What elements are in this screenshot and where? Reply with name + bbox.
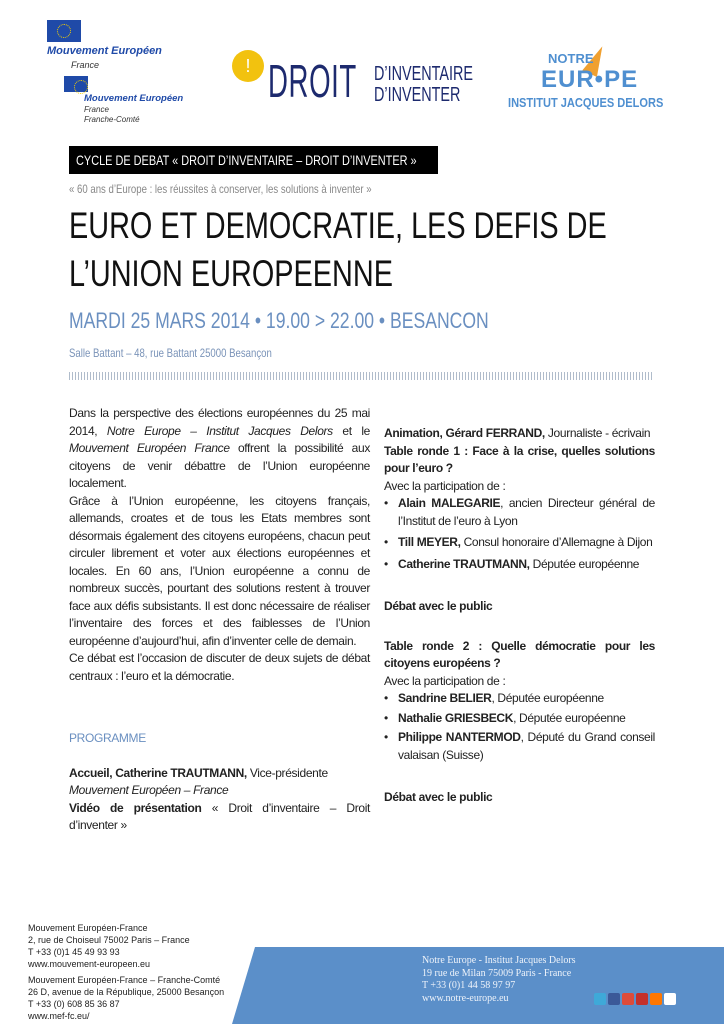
list-item: • Alain MALEGARIE, ancien Directeur général de l’Institut de l’euro à Lyon [384, 495, 655, 530]
event-date: MARDI 25 MARS 2014 • 19.00 > 22.00 • BESANCON [69, 308, 489, 333]
list-item: • Sandrine BELIER, Députée européenne [384, 690, 655, 708]
subtitle: « 60 ans d’Europe : les réussites à conserver, les solutions à inventer » [69, 182, 372, 196]
body-paragraph: Ce débat est l’occasion de discuter de deux sujets de débat centraux : l’euro et la démocratie. [69, 651, 370, 683]
programme-accueil: Accueil, Catherine TRAUTMANN, Vice-présidente Mouvement Européen – France [69, 765, 328, 797]
programme-heading: PROGRAMME [69, 731, 146, 745]
footer-link[interactable]: www.notre-europe.eu [422, 992, 509, 1004]
exclamation-icon: ! [232, 50, 264, 82]
participants-intro: Avec la participation de : [384, 673, 506, 688]
youtube-icon[interactable] [636, 993, 648, 1005]
twitter-icon[interactable] [594, 993, 606, 1005]
facebook-icon[interactable] [608, 993, 620, 1005]
table-ronde-2-list [384, 690, 655, 764]
footer-link[interactable]: www.mouvement-europeen.eu [28, 959, 151, 969]
list-item: • Catherine TRAUTMANN, Députée européenne [384, 556, 655, 574]
page-title: EURO ET DEMOCRATIE, LES DEFIS DE L’UNION EUROPEENNE [69, 205, 607, 294]
table-ronde-1-title: Table ronde 1 : Face à la crise, quelles solutions pour l’euro ? [384, 443, 655, 475]
eu-flag-icon [47, 20, 81, 42]
programme-video: Vidéo de présentation « Droit d’inventaire – Droit d’inventer » [69, 800, 370, 832]
footer-line: Mouvement Européen-France [28, 923, 148, 933]
footer-line: Mouvement Européen-France – Franche-Comté [28, 975, 221, 985]
list-item: • Nathalie GRIESBECK, Députée européenne [384, 710, 655, 728]
footer-me-france [28, 922, 224, 1022]
social-icons [594, 992, 678, 1010]
footer-line: T +33 (0)1 45 49 93 93 [28, 947, 120, 957]
event-venue: Salle Battant – 48, rue Battant 25000 Besançon [69, 346, 272, 360]
footer-link[interactable]: www.mef-fc.eu/ [28, 1011, 90, 1021]
soundcloud-icon[interactable] [650, 993, 662, 1005]
participants-intro: Avec la participation de : [384, 478, 506, 493]
footer-line: 26 D, avenue de la République, 25000 Besançon [28, 987, 225, 997]
intro-paragraph: Dans la perspective des élections européennes du 25 mai 2014, Notre Europe – Institut Jacques Delors et le Mouvement Européen France offrent la possibilité aux citoyens de venir débattre de l’Union européenne localement. [69, 406, 370, 490]
list-item: • Philippe NANTERMOD, Député du Grand conseil valaisan (Suisse) [384, 729, 655, 764]
left-column [69, 405, 370, 835]
logo-notre-europe: NOTRE EUR•PE INSTITUT JACQUES DELORS [508, 40, 693, 115]
cycle-banner: CYCLE DE DEBAT « DROIT D’INVENTAIRE – DROIT D’INVENTER » [69, 146, 438, 174]
flickr-icon[interactable] [664, 993, 676, 1005]
list-item: • Till MEYER, Consul honoraire d’Allemagne à Dijon [384, 534, 655, 552]
footer-line: T +33 (0) 608 85 36 87 [28, 999, 120, 1009]
animation: Animation, Gérard FERRAND, Journaliste - écrivain [384, 426, 651, 440]
footer-line: T +33 (0)1 44 58 97 97 [422, 980, 516, 991]
table-ronde-2-title: Table ronde 2 : Quelle démocratie pour les citoyens européens ? [384, 638, 655, 670]
footer-line: 19 rue de Milan 75009 Paris - France [422, 967, 572, 979]
divider [69, 372, 654, 380]
footer-line: Notre Europe - Institut Jacques Delors [422, 955, 576, 966]
body-paragraph: Grâce à l’Union européenne, les citoyens français, allemands, croates et de tous les Etats membres sont désormais également des citoyens européens, chacun peut circuler librement et voter aux élections européennes et locales. En 60 ans, l’Union européenne a connu de nombreux succès, pourtant des solutions restent à trouver face aux défis subsistants. Il est donc nécessaire de réaliser l’inventaire des forces et des faiblesses de l’Union européenne d’aujourd’hui, afin d’inventer celle de demain. [69, 493, 370, 648]
right-column [384, 425, 655, 807]
google-plus-icon[interactable] [622, 993, 634, 1005]
table-ronde-1-list [384, 495, 655, 573]
footer-notre-europe [422, 955, 576, 1005]
eu-flag-icon [64, 76, 88, 92]
debat-1: Débat avec le public [384, 599, 493, 613]
footer-line: 2, rue de Choiseul 75002 Paris – France [28, 935, 190, 945]
debat-2: Débat avec le public [384, 790, 493, 804]
